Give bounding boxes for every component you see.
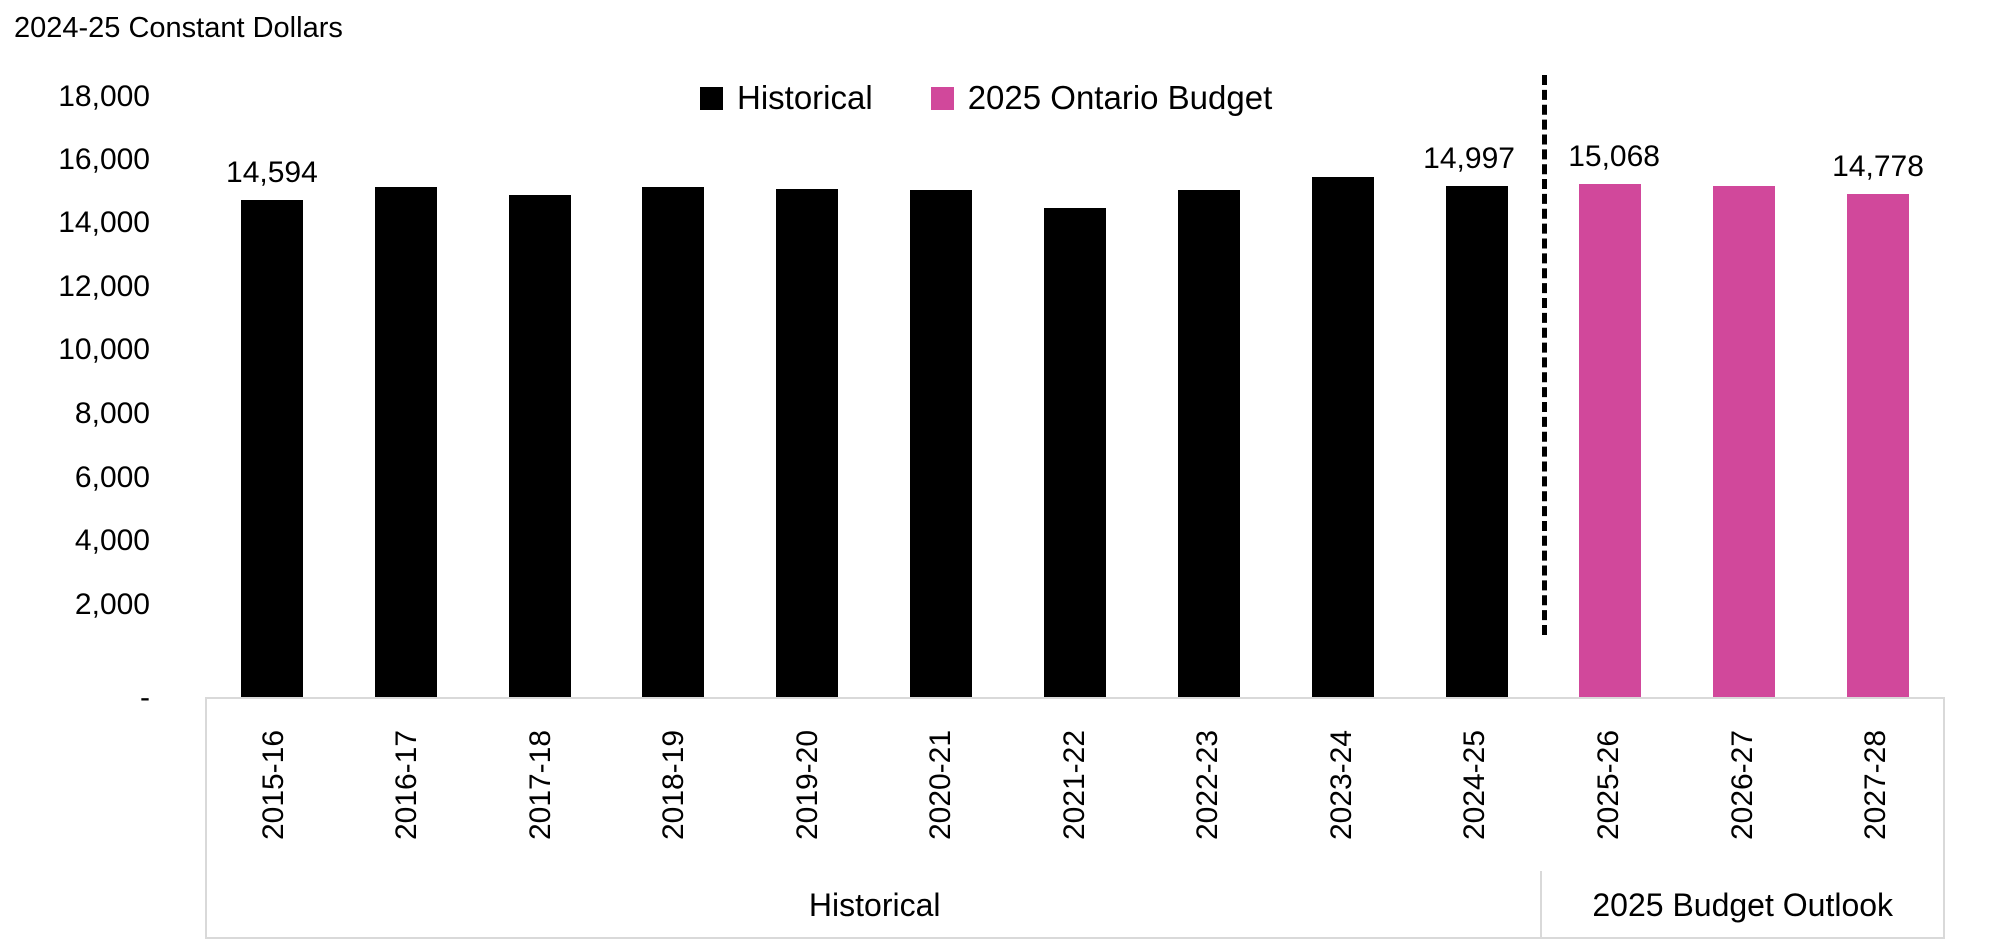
y-tick-12000: 12,000	[58, 270, 150, 303]
group-label-historical: Historical	[808, 886, 941, 923]
bar-series-group	[205, 83, 1945, 698]
group-label-historical-cell	[207, 871, 1542, 939]
bar-slot	[473, 83, 607, 698]
bar-2019-20[interactable]	[776, 189, 838, 698]
legend-label-budget: 2025 Ontario Budget	[967, 79, 1273, 116]
bar-2015-16[interactable]	[226, 156, 318, 698]
category-label-2027-28: 2027-28	[1859, 729, 1893, 841]
bar-slot	[1276, 83, 1410, 698]
category-label-2023-24: 2023-24	[1325, 729, 1359, 841]
category-tick	[875, 699, 1009, 871]
bar-value-label: 14,778	[1832, 150, 1924, 183]
category-tick	[1809, 699, 1943, 871]
bar-2017-18[interactable]	[509, 195, 571, 698]
forecast-divider-line	[1542, 75, 1547, 635]
category-tick	[1409, 699, 1543, 871]
y-axis	[0, 0, 168, 714]
category-label-2015-16: 2015-16	[256, 729, 290, 841]
category-tick	[474, 699, 608, 871]
bar-value-label: 14,594	[226, 156, 318, 189]
axis-note: 2024-25 Constant Dollars	[14, 12, 343, 44]
category-label-2026-27: 2026-27	[1725, 729, 1759, 841]
bar-slot	[1410, 83, 1544, 698]
y-tick-18000: 18,000	[58, 80, 150, 113]
category-tick	[1275, 699, 1409, 871]
y-tick-2000: 2,000	[74, 588, 150, 621]
bar-2025-26[interactable]	[1568, 140, 1660, 698]
bar-slot	[740, 83, 874, 698]
bar-2020-21[interactable]	[910, 190, 972, 698]
category-tick	[207, 699, 341, 871]
category-label-2022-23: 2022-23	[1191, 729, 1225, 841]
bar-value-label: 15,068	[1568, 140, 1660, 173]
category-label-2025-26: 2025-26	[1592, 729, 1626, 841]
bar-slot	[1142, 83, 1276, 698]
y-tick-6000: 6,000	[74, 461, 150, 494]
category-tick	[1142, 699, 1276, 871]
bar-2018-19[interactable]	[642, 187, 704, 698]
group-label-outlook-cell	[1542, 871, 1943, 939]
y-tick-8000: 8,000	[74, 397, 150, 430]
bar-slot	[1008, 83, 1142, 698]
category-group-row	[207, 871, 1943, 939]
category-tick	[1542, 699, 1676, 871]
category-tick	[1676, 699, 1810, 871]
group-label-outlook: 2025 Budget Outlook	[1592, 886, 1894, 923]
bar-slot	[874, 83, 1008, 698]
bar-slot	[1677, 83, 1811, 698]
bar-slot	[205, 83, 339, 698]
bar-slot	[607, 83, 741, 698]
category-tick	[1008, 699, 1142, 871]
y-tick-10000: 10,000	[58, 333, 150, 366]
bar-2016-17[interactable]	[375, 187, 437, 698]
plot-area	[205, 83, 1945, 698]
category-tick	[341, 699, 475, 871]
bar-2022-23[interactable]	[1178, 190, 1240, 698]
y-tick-0: -	[140, 681, 150, 714]
y-tick-4000: 4,000	[74, 524, 150, 557]
bar-2026-27[interactable]	[1713, 186, 1775, 698]
bar-2021-22[interactable]	[1044, 208, 1106, 698]
category-label-2017-18: 2017-18	[523, 729, 557, 841]
bar-2027-28[interactable]	[1832, 150, 1924, 698]
category-label-2018-19: 2018-19	[657, 729, 691, 841]
category-tick-row	[207, 699, 1943, 871]
category-label-2020-21: 2020-21	[924, 729, 958, 841]
legend-label-historical: Historical	[737, 79, 873, 116]
category-label-2016-17: 2016-17	[390, 729, 424, 841]
y-tick-14000: 14,000	[58, 206, 150, 239]
category-axis	[205, 697, 1945, 939]
y-tick-16000: 16,000	[58, 143, 150, 176]
bar-2024-25[interactable]	[1423, 142, 1515, 698]
bar-2023-24[interactable]	[1312, 177, 1374, 698]
category-tick	[741, 699, 875, 871]
category-label-2019-20: 2019-20	[790, 729, 824, 841]
category-label-2024-25: 2024-25	[1458, 729, 1492, 841]
category-tick	[608, 699, 742, 871]
bar-slot	[339, 83, 473, 698]
bar-value-label: 14,997	[1423, 142, 1515, 175]
bar-slot	[1543, 83, 1677, 698]
bar-slot	[1811, 83, 1945, 698]
category-label-2021-22: 2021-22	[1057, 729, 1091, 841]
